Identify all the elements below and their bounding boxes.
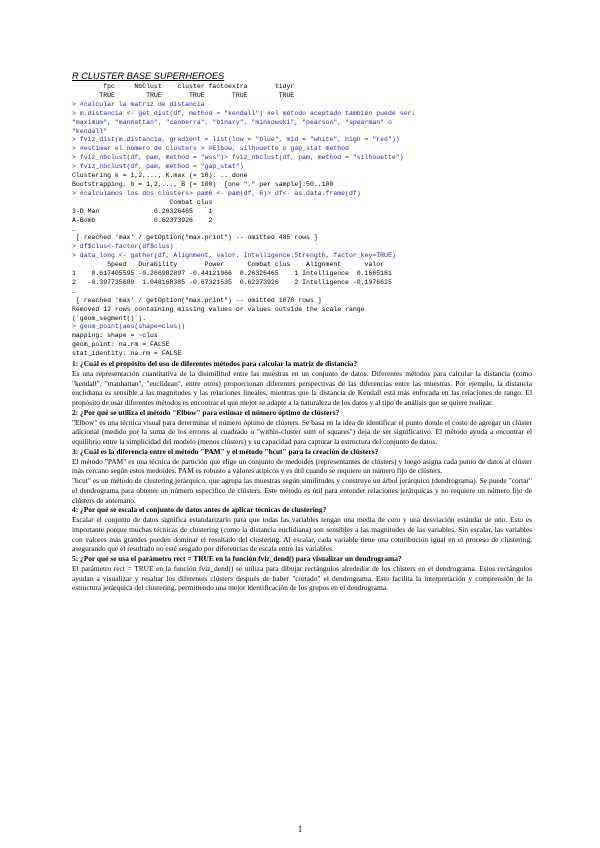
page-content [72,70,532,593]
answer-paragraph: El método "PAM" es una técnica de partición que elige un conjunto de medoides (representantes de clústers) y luego asigna cada punto de datos al clúster más cercano según estos medoides. PAM es robusto a valores atípicos y es útil cuando se requiere un número fijo de clústers. [72,456,532,476]
code-output-line: [ reached 'max' / getOption("max.print") -- omitted 1078 rows ] [72,296,322,304]
code-output-line: fpc NbClust cluster factoextra tidyr [72,83,295,90]
code-output-line: A-Bomb 0.62373926 2 [72,216,213,224]
code-output-line: Clustering k = 1,2,..., K.max (= 10): .. done [72,172,248,180]
code-command-line: > #estimar el número de clústers > #Elbow, silhouette o gap_stat method [72,145,349,153]
code-command-line: > data_long <- gather(df, Alignment, valor, Intelligence:Strength, factor_key=TRUE) [72,252,396,260]
question-heading: 3: ¿Cuál es la diferencia entre el método "PAM" y el método "hcut" para la creación de clústers? [72,446,379,456]
questions-section [72,359,532,593]
code-output-line: (`geom_segment()`). [72,314,147,322]
code-output-line: Speed Durability Power Combat clus Alignment valor [72,261,385,269]
code-output-line: geom_point: na.rm = FALSE [72,341,170,349]
code-output-line: 3-D Man 0.26326465 1 [72,207,213,215]
answer-paragraph: "hcut" es un método de clustering jerárquico, que agrupa las muestras según similitudes y construye un árbol jerárquico (dendrograma). Se puede "cortar" el dendrograma para obtener un número específico de clústers. Este método es útil para entender relaciones jerárquicas y no requiere un número fijo de clústers de antemano. [72,476,532,505]
code-output-line: Bootstrapping, b = 1,2,..., B (= 100) [one "." per sample]:50..100 [72,180,334,188]
code-output-line: stat_identity: na.rm = FALSE [72,350,182,358]
code-command-line: > fviz_dist(m.distancia, gradient = list(low = "blue", mid = "white", high = "red")) [72,136,400,144]
answer-paragraph: Es una representación cuantitativa de la disimilitud entre las muestras en un conjunto de datos. Diferentes métodos para calcular la distancia (como "kendall", "manhattan", "euclidean", entre otros) proporcionan diferentes perspectivas de las diferencias entre las muestras. Por ejemplo, la distancia euclidiana es sensible a las magnitudes y las relaciones lineales, mientras que la distancia de Kendall está más enfocada en las relaciones de rango. El propósito de usar diferentes métodos es encontrar el que mejor se adapte a la naturaleza de los datos y al tipo de análisis que se quiere realizar. [72,368,532,408]
code-output-line: … [72,225,76,233]
code-output-line: 2 -0.397735680 1.048168385 -0.67321535 0.62373926 2 Intelligence -0.1976625 [72,278,392,286]
code-command-line: > fviz_nbclust(df, pam, method = "wss")> fviz_nbclust(df, pam, method = "silhouette") [72,154,404,162]
question-heading: 1: ¿Cuál es el propósito del uso de diferentes métodos para calcular la matriz de distancia? [72,359,358,369]
document-title: R CLUSTER BASE SUPERHEROES [72,71,225,81]
r-console-output [72,83,532,359]
code-output-line: Removed 12 rows containing missing values or values outside the scale range [72,305,365,313]
answer-paragraph: "Elbow" es una técnica visual para determinar el número óptimo de clústers. Se basa en la idea de identificar el punto donde el costo de agregar un clúster adicional (medido por la suma de los errores al cuadrado o "within-cluster sum of squares") deja de ser significativo. El método ayuda a encontrar el equilibrio entre la simplicidad del modelo (menos clústers) y su capacidad para capturar la estructura del conjunto de datos. [72,417,532,447]
code-command-line: > geom_point(aes(shape=clus)) [72,323,186,331]
code-command-line: "maximum", "manhattan", "canberra", "binary", "minkowski", "pearson", "spearman" o [72,118,392,126]
question-heading: 2: ¿Por qué se utiliza el método "Elbow" para estimar el número óptimo de clústers? [72,407,340,417]
code-output-line: Combat clus [72,198,213,206]
code-command-line: > fviz_nbclust(df, pam, method = "gap_stat") [72,163,244,171]
answer-paragraph: El parámetro rect = TRUE en la función fviz_dend() se utiliza para dibujar rectángulos alrededor de los clústers en el dendrograma. Estos rectángulos ayudan a visualizar y resaltar los diferentes clústers después de haber "cortado" el dendrograma. Esto facilita la interpretación y comprensión de la estructura jerárquica del clustering, permitiendo una mejor identificación de los grupos en el dendrograma. [72,563,532,593]
code-output-line: TRUE TRUE TRUE TRUE TRUE [72,91,295,99]
answer-paragraph: Escalar el conjunto de datos significa estandarizarlo para que todas las variables tengan una media de cero y una desviación estándar de uno. Esto es importante porque muchas técnicas de clustering (como la distancia euclidiana) son sensibles a las magnitudes de las variables. Sin escalar, las variables con valores más grandes pueden dominar el resultado del clustering. Al escalar, cada variable tiene una contribución igual en el proceso de clustering, asegurando que el resultado no esté sesgado por diferencias de escala entre las variables. [72,515,532,554]
question-heading: 4: ¿Por qué se escala el conjunto de datos antes de aplicar técnicas de clustering? [72,505,327,515]
code-command-line: > #calcular la matriz de distancia [72,100,205,108]
question-heading: 5: ¿Por qué se usa el parámetro rect = TRUE en la función fviz_dend() para visualizar un dendrograma? [72,554,402,564]
code-output-line: 1 0.617405595 -0.266982897 -0.44121966 0.26326465 1 Intelligence 0.1665181 [72,270,392,278]
code-output-line: … [72,287,76,295]
page-number: 1 [297,824,303,834]
code-command-line: > #calculamos los dos clústers> pam6 <- pam(df, 6)> df<- as.data.frame(df) [72,189,361,197]
code-command-line: > m.distancia <- get_dist(df, method = "kendall") #el método aceptado también puede ser: [72,109,416,117]
code-command-line: "kendall" [72,127,108,135]
code-output-line: mapping: shape = ~clus [72,332,158,340]
code-output-line: [ reached 'max' / getOption("max.print") -- omitted 485 rows ] [72,234,318,242]
code-command-line: > df$clus<-factor(df$clus) [72,243,174,251]
